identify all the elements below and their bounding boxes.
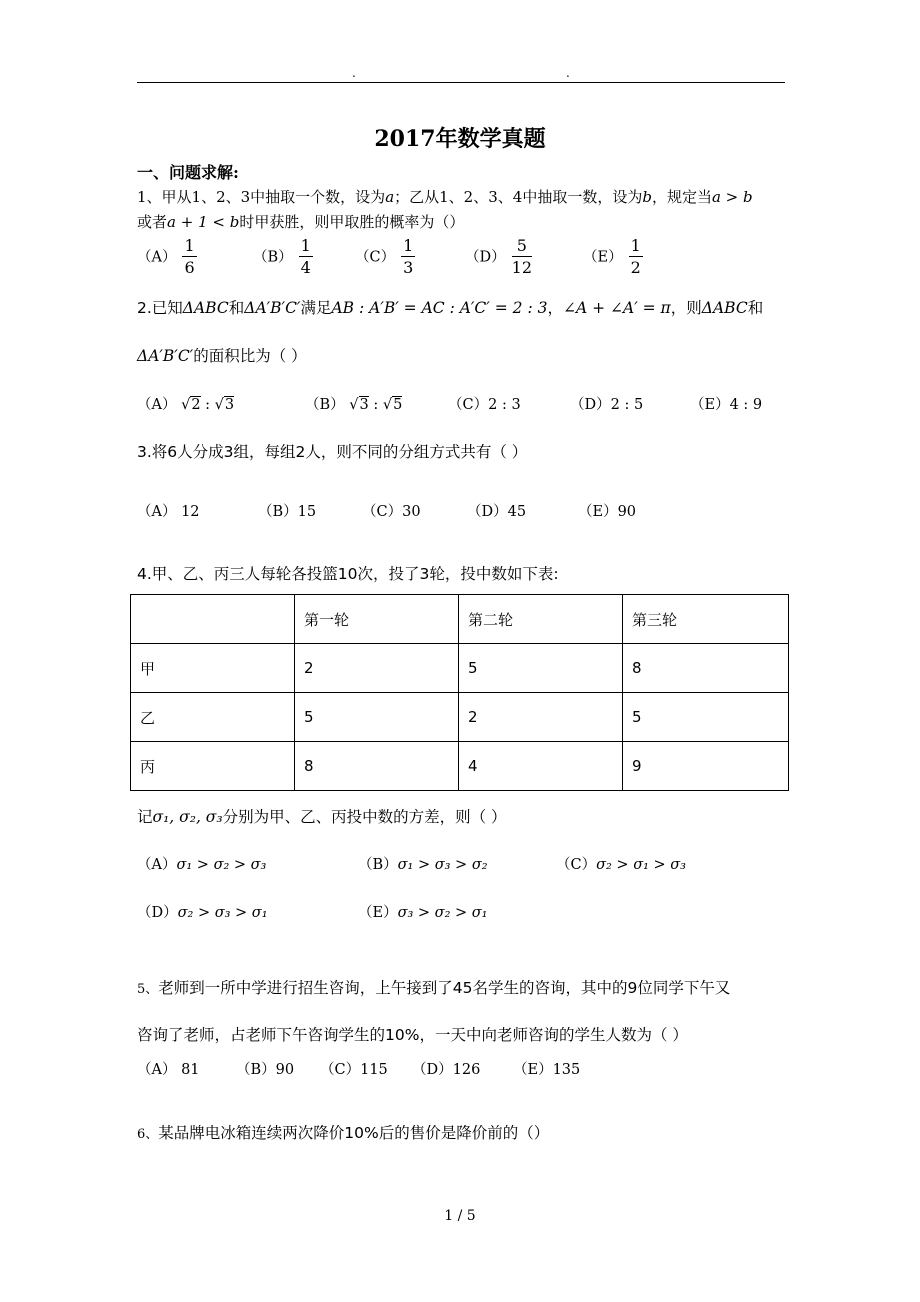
- q5-line2: 咨询了老师，占老师下午咨询学生的10%，一天中向老师咨询的学生人数为（ ）: [137, 1026, 688, 1044]
- q4-option-d: （D）σ₂ > σ₃ > σ₁: [137, 905, 268, 921]
- q2-option-c: （C）2 : 3: [448, 397, 521, 413]
- q1-option-d: （D） $\frac{5}{12}$: [465, 236, 532, 277]
- table-cell: 甲: [131, 644, 295, 693]
- q2-option-b: （B） √3 : √5: [305, 397, 403, 413]
- score-table: [130, 594, 789, 791]
- table-header-cell: 第二轮: [459, 595, 623, 644]
- table-cell: 乙: [131, 693, 295, 742]
- page-title: 2017年数学真题: [374, 126, 546, 152]
- q4-option-e: （E）σ₃ > σ₂ > σ₁: [358, 905, 488, 921]
- table-cell: 5: [623, 693, 789, 742]
- table-cell: 4: [459, 742, 623, 791]
- q3-option-d: （D）45: [467, 504, 527, 520]
- table-header-row: [131, 595, 789, 644]
- q3-text: 3.将6人分成3组，每组2人，则不同的分组方式共有（ ）: [137, 443, 528, 461]
- table-cell: 丙: [131, 742, 295, 791]
- page-number: 1 / 5: [444, 1208, 476, 1224]
- q4-text: 4.甲、乙、丙三人每轮各投篮10次，投了3轮，投中数如下表:: [137, 565, 559, 583]
- table-cell: 8: [623, 644, 789, 693]
- q1-option-e: （E） $\frac{1}{2}$: [583, 236, 641, 277]
- q5-line1: 5、老师到一所中学进行招生咨询，上午接到了45名学生的咨询，其中的9位同学下午又: [137, 979, 731, 997]
- q5-option-d: （D）126: [412, 1062, 481, 1078]
- q1-line1: 1、甲从1、2、3中抽取一个数，设为a；乙从1、2、3、4中抽取一数，设为b，规定当a > b: [137, 188, 753, 206]
- q1-option-c: （C） $\frac{1}{3}$: [355, 236, 414, 277]
- q5-option-a: （A） 81: [137, 1062, 200, 1078]
- q3-option-a: （A） 12: [137, 504, 200, 520]
- q5-option-b: （B）90: [236, 1062, 295, 1078]
- table-header-cell: [131, 595, 295, 644]
- q5-option-c: （C）115: [320, 1062, 388, 1078]
- q2-option-e: （E）4 : 9: [690, 397, 763, 413]
- q3-option-e: （E）90: [578, 504, 637, 520]
- q4-option-c: （C）σ₂ > σ₁ > σ₃: [556, 857, 686, 873]
- q1-option-b: （B） $\frac{1}{4}$: [253, 236, 311, 277]
- header-dot-right: .: [566, 66, 570, 80]
- q6-text: 6、某品牌电冰箱连续两次降价10%后的售价是降价前的（）: [137, 1124, 550, 1142]
- q2-line1: 2.已知ΔABC和ΔA′B′C′满足AB : A′B′ = AC : A′C′ = 2 : 3，∠A + ∠A′ = π，则ΔABC和: [137, 299, 764, 317]
- table-cell: 5: [295, 693, 459, 742]
- table-row: [131, 742, 789, 791]
- table-cell: 2: [459, 693, 623, 742]
- q1-option-a: （A） $\frac{1}{6}$: [137, 236, 195, 277]
- q2-option-d: （D）2 : 5: [570, 397, 644, 413]
- q2-line2: ΔA′B′C′的面积比为（ ）: [137, 347, 307, 365]
- q1-line2: 或者a + 1 < b时甲获胜，则甲取胜的概率为（）: [137, 213, 465, 231]
- header-dot-left: .: [352, 66, 356, 80]
- table-cell: 9: [623, 742, 789, 791]
- section-heading: 一、问题求解:: [137, 163, 239, 182]
- table-cell: 8: [295, 742, 459, 791]
- table-cell: 2: [295, 644, 459, 693]
- q2-option-a: （A） √2 : √3: [137, 397, 235, 413]
- q4-option-a: （A）σ₁ > σ₂ > σ₃: [137, 857, 267, 873]
- table-cell: 5: [459, 644, 623, 693]
- q3-option-c: （C）30: [362, 504, 421, 520]
- table-header-cell: 第三轮: [623, 595, 789, 644]
- table-row: [131, 644, 789, 693]
- q3-option-b: （B）15: [258, 504, 317, 520]
- q4-after-text: 记σ₁, σ₂, σ₃分别为甲、乙、丙投中数的方差，则（ ）: [137, 808, 507, 826]
- table-header-cell: 第一轮: [295, 595, 459, 644]
- table-row: [131, 693, 789, 742]
- q4-option-b: （B）σ₁ > σ₃ > σ₂: [358, 857, 488, 873]
- header-rule: [137, 82, 785, 83]
- q5-option-e: （E）135: [513, 1062, 581, 1078]
